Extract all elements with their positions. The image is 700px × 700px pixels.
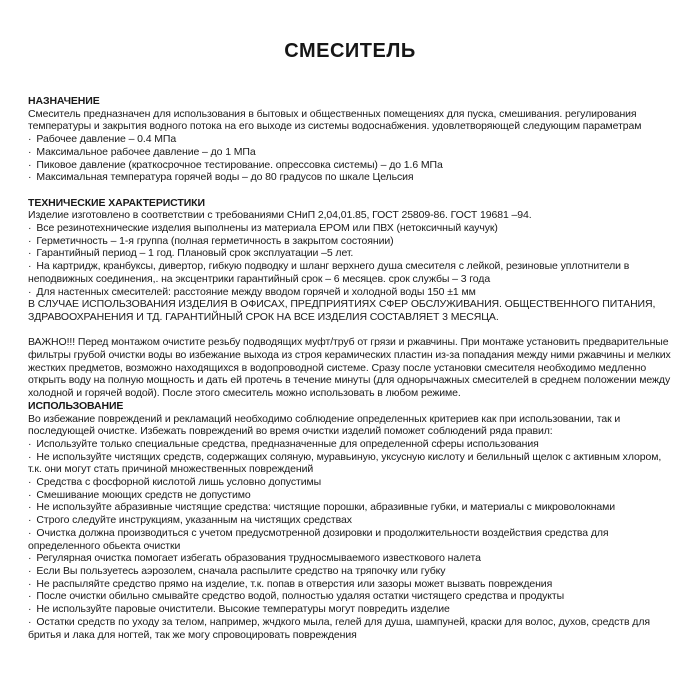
bullet-marker: · [28, 285, 32, 298]
bullet-text: После очистки обильно смывайте средство водой, полностью удаляя остатки чистящего средства и продукты [36, 590, 565, 603]
bullet-item [28, 247, 672, 260]
bullet-marker: · [28, 476, 32, 489]
bullet-marker: · [28, 615, 32, 628]
section-purpose [28, 95, 672, 184]
bullet-marker: · [28, 437, 32, 450]
office-warranty-notice: В СЛУЧАЕ ИСПОЛЬЗОВАНИЯ ИЗДЕЛИЯ В ОФИСАХ, ПРЕДПРИЯТИЯХ СФЕР ОБСЛУЖИВАНИЯ. ОБЩЕСТВЕННОГО ПИТАНИЯ, ЗДРАВООХРАНЕНИЯ И ТД. ГАРАНТИЙНЫЙ СРОК НА ВСЕ ИЗДЕЛИЯ СОСТАВЛЯЕТ 3 МЕСЯЦА. [28, 298, 656, 323]
page-title: СМЕСИТЕЛЬ [284, 40, 416, 62]
bullet-text: Не используйте чистящих средств, содержащих соляную, муравьиную, уксусную кислоту и белильный щелок с активным хлором, т.к. они могут стать причиной множественных повреждений [28, 450, 662, 476]
bullet-item [28, 476, 672, 489]
bullet-marker: · [28, 603, 32, 616]
bullet-text: Очистка должна производиться с учетом предусмотренной дозировки и продолжительности воздействия средства для определенного обьекта очистки [28, 526, 609, 552]
bullet-item [28, 565, 672, 578]
bullet-item [28, 578, 672, 591]
bullet-text: Не используйте абразивные чистящие средства: чистящие порошки, абразивные губки, и материалы с микроволокнами [36, 501, 616, 514]
bullet-text: Не используйте паровые очистители. Высокие температуры могут повредить изделие [36, 603, 450, 616]
bullet-marker: · [28, 260, 32, 273]
bullet-item [28, 146, 672, 159]
important-notice: ВАЖНО!!! Перед монтажом очистите резьбу подводящих муфт/труб от грязи и ржавчины. При монтаже установить предварительные фильтры грубой очистки воды во избежание выхода из строя керамических пластин из-за попадания между ними ржавчины и мелких жестких предметов, возможно находящихся в водопроводной системе. Сразу после установки смесителя необходимо медленно открыть воду на полную мощность и дать ей протечь в течение минуты (для однорычажных смесителей в среднем положении между холодной и горячей водой). После этого смеситель можно использовать в любом режиме. [28, 336, 671, 400]
bullet-marker: · [28, 577, 32, 590]
bullet-marker: · [28, 564, 32, 577]
bullet-text: На картридж, кранбуксы, дивертор, гибкую подводку и шланг верхнего душа смесителя с лейкой, резиновые уплотнители в неподвижных соединения,. на эксцентрики гарантийный срок – 6 месяцев. срок службы – 3 года [28, 260, 630, 285]
bullet-item [28, 552, 672, 565]
bullet-text: Пиковое давление (краткосрочное тестирование. опрессовка системы) – до 1.6 МПа [36, 158, 443, 171]
bullet-item [28, 451, 672, 476]
bullet-text: Гарантийный период – 1 год. Плановый срок эксплуатации –5 лет. [36, 247, 354, 260]
bullet-text: Остатки средств по уходу за телом, например, жчдкого мыла, гелей для душа, шампуней, краски для волос, духов, средств для бритья и лака для ногтей, так же могу спровоцировать повреждения [28, 615, 650, 641]
bullet-marker: · [28, 488, 32, 501]
bullet-marker: · [28, 247, 32, 260]
bullet-text: Строго следуйте инструкциям, указанным на чистящих средствах [36, 514, 352, 527]
bullet-marker: · [28, 234, 32, 247]
bullet-text: Если Вы пользуетесь аэрозолем, сначала распылите средство на тряпочку или губку [36, 564, 446, 577]
bullet-marker: · [28, 158, 32, 171]
bullet-item [28, 514, 672, 527]
bullet-text: Смешивание моющих средств не допустимо [36, 488, 251, 501]
bullet-marker: · [28, 526, 32, 539]
bullet-item [28, 489, 672, 502]
bullet-text: Максимальное рабочее давление – до 1 МПа [36, 145, 256, 158]
specs-heading: ТЕХНИЧЕСКИЕ ХАРАКТЕРИСТИКИ [28, 196, 205, 209]
bullet-marker: · [28, 590, 32, 603]
bullet-item [28, 501, 672, 514]
bullet-item [28, 235, 672, 248]
bullet-text: Не распыляйте средство прямо на изделие, т.к. попав в отверстия или зазоры может вызвать повреждения [36, 577, 553, 590]
bullet-marker: · [28, 145, 32, 158]
specs-intro: Изделие изготовлено в соответствии с требованиями СНиП 2,04,01.85, ГОСТ 25809-86. ГОСТ 19681 –94. [28, 209, 532, 222]
document-body [28, 95, 672, 641]
bullet-item [28, 616, 672, 641]
specs-bullet-list [28, 222, 672, 298]
bullet-item [28, 603, 672, 616]
bullet-marker: · [28, 501, 32, 514]
bullet-marker: · [28, 171, 32, 184]
usage-bullet-list [28, 438, 672, 641]
bullet-marker: · [28, 514, 32, 527]
bullet-item [28, 222, 672, 235]
bullet-text: Регулярная очистка помогает избегать образования трудносмываемого известкового налета [36, 552, 481, 565]
purpose-heading: НАЗНАЧЕНИЕ [28, 95, 100, 107]
bullet-item [28, 527, 672, 552]
bullet-marker: · [28, 222, 32, 235]
bullet-item [28, 590, 672, 603]
bullet-text: Максимальная температура горячей воды – до 80 градусов по шкале Цельсия [36, 171, 414, 184]
bullet-text: Используйте только специальные средства, предназначенные для определенной сферы использования [36, 437, 539, 450]
bullet-marker: · [28, 552, 32, 565]
bullet-text: Герметичность – 1-я группа (полная герметичность в закрытом состоянии) [36, 234, 394, 247]
bullet-item [28, 159, 672, 172]
bullet-item [28, 133, 672, 146]
bullet-marker: · [28, 450, 32, 463]
bullet-item [28, 286, 672, 299]
usage-heading: ИСПОЛЬЗОВАНИЕ [28, 399, 124, 412]
bullet-text: Все резинотехнические изделия выполнены из материала EPOM или ПВХ (нетоксичный каучук) [36, 222, 498, 235]
bullet-marker: · [28, 133, 32, 146]
bullet-item [28, 260, 672, 285]
bullet-text: Рабочее давление – 0.4 МПа [36, 133, 177, 146]
bullet-item [28, 438, 672, 451]
usage-intro: Во избежание повреждений и рекламаций необходимо соблюдение определенных критериев как при использовании, так и последующей очистке. Избежать повреждений во время очистки изделий поможет соблюдений ряда правил: [28, 412, 621, 438]
bullet-item [28, 171, 672, 184]
purpose-intro: Смеситель предназначен для использования в бытовых и общественных помещениях для пуска, смешивания. регулирования температуры и закрытия водного потока на его выходе из системы водоснабжения. удовлетворяющей следующим параметрам [28, 107, 642, 133]
purpose-bullet-list [28, 133, 672, 184]
bullet-text: Средства с фосфорной кислотой лишь условно допустимы [36, 476, 322, 489]
section-usage [28, 400, 672, 641]
bullet-text: Для настенных смесителей: расстояние между вводом горячей и холодной воды 150 ±1 мм [36, 285, 476, 298]
section-specs [28, 197, 672, 299]
